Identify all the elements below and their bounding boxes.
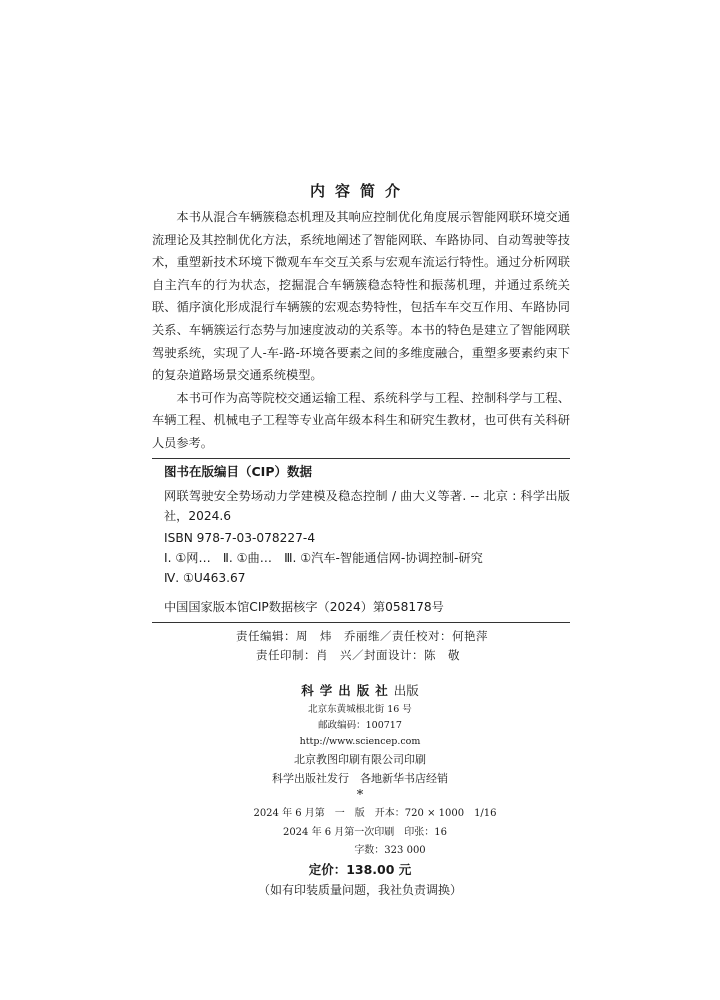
word-count: 字数：323 000 — [354, 845, 426, 856]
intro-paragraph-1: 本书从混合车辆簇稳态机理及其响应控制优化角度展示智能网联环境交通流理论及其控制优化方法，系统地阐述了智能网联、车路协同、自动驾驶等技术，重塑新技术环境下微观车车交互关系与宏观车流运行特性。通过分析网联自主汽车的行为状态，挖掘混合车辆簇稳态特性和振荡机理，并通过系统关联、循序演化形成混行车辆簇的宏观态势特性，包括车车交互作用、车路协同关系、车辆簇运行态势与加速度波动的关系等。本书的特色是建立了智能网联驾驶系统，实现了人-车-路-环境各要素之间的多维度融合，重塑多要素约束下的复杂道路场景交通系统模型。 — [152, 210, 570, 383]
cip-subject-line-1: Ⅰ. ①网… Ⅱ. ①曲… Ⅲ. ①汽车-智能通信网-协调控制-研究 — [164, 551, 483, 565]
printer: 北京教图印刷有限公司印刷 — [294, 753, 426, 766]
printing-info: 2024 年 6 月第一次印刷 印张：16 — [282, 827, 448, 838]
credits-line-2: 责任印制：肖 兴／封面设计：陈 敬 — [256, 648, 460, 662]
cip-subject-terms — [164, 548, 570, 588]
cip-title-line: 网联驾驶安全势场动力学建模及稳态控制 / 曲大义等著. -- 北京 : 科学出版社，2024.6 — [164, 489, 570, 523]
distribution: 科学出版社发行 各地新华书店经销 — [272, 772, 448, 785]
publisher-name: 科学出版社 — [301, 683, 394, 698]
cip-top-rule — [152, 458, 570, 459]
intro-paragraph-2: 本书可作为高等院校交通运输工程、系统科学与工程、控制科学与工程、车辆工程、机械电子工程等专业高年级本科生和研究生教材，也可供有关科研人员参考。 — [152, 390, 570, 450]
website: http://www.sciencep.com — [299, 736, 421, 747]
postcode: 邮政编码：100717 — [318, 720, 402, 731]
imprint — [0, 680, 720, 900]
cip-isbn: ISBN 978-7-03-078227-4 — [164, 531, 316, 545]
publisher-address: 北京东黄城根北街 16 号 — [308, 704, 412, 715]
credits-line-1: 责任编辑：周 炜 乔丽维／责任校对：何艳萍 — [236, 629, 488, 643]
intro-body — [152, 206, 570, 455]
quality-note: （如有印装质量问题，我社负责调换） — [257, 883, 462, 897]
publisher-line — [0, 680, 720, 702]
separator-star: * — [356, 788, 364, 803]
price: 定价：138.00 元 — [308, 862, 412, 877]
cip-heading: 图书在版编目（CIP）数据 — [164, 464, 312, 479]
intro-title: 内容简介 — [309, 182, 410, 200]
edition-info: 2024 年 6 月第 一 版 开本：720 × 1000 1/16 — [253, 808, 497, 819]
credits — [236, 627, 536, 665]
cip-number: 中国国家版本馆CIP数据核字（2024）第058178号 — [164, 600, 444, 614]
publisher-suffix: 出版 — [393, 683, 419, 698]
cip-bottom-rule — [152, 622, 570, 623]
cip-subject-line-2: Ⅳ. ①U463.67 — [164, 571, 246, 585]
